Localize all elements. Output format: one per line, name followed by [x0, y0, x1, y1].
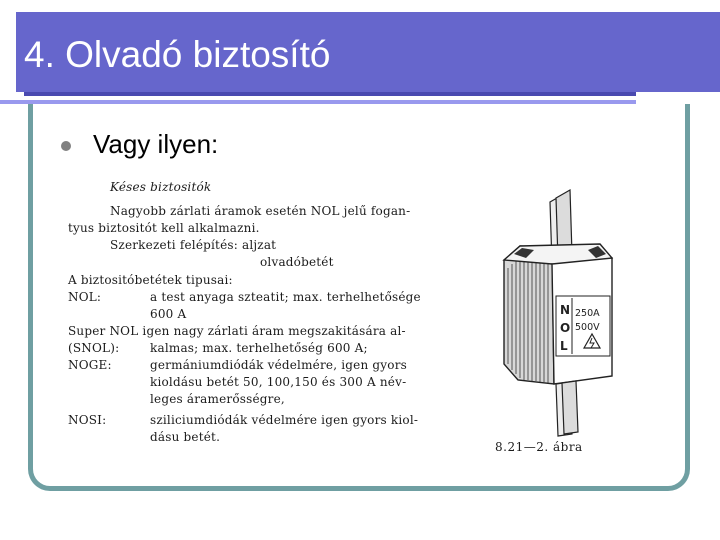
scan-line: NOSI: [68, 413, 107, 427]
scan-line: kioldásu betét 50, 100,150 és 300 A név- [150, 375, 407, 389]
scan-line: leges áramerősségre, [150, 392, 285, 406]
fuse-letter-n: N [560, 303, 571, 317]
figure-caption: 8.21—2. ábra [495, 440, 583, 454]
title-underline-dark [24, 92, 636, 96]
scan-line: kalmas; max. terhelhetőség 600 A; [150, 341, 368, 355]
bullet-dot-icon [61, 141, 71, 151]
scan-line: tyus biztositót kell alkalmazni. [68, 221, 260, 235]
scan-line: Szerkezeti felépítés: aljzat [110, 238, 277, 252]
scanned-figure [38, 168, 678, 468]
scan-line: (SNOL): [68, 341, 120, 355]
scan-line: a test anyaga szteatit; max. terhelhetősége [150, 290, 421, 304]
fuse-current-rating: 250A [575, 308, 600, 319]
scan-line: A biztositóbetétek tipusai: [68, 273, 233, 287]
scan-line: sziliciumdiódák védelmére igen gyors kiol- [150, 413, 419, 427]
scan-line: NOL: [68, 290, 102, 304]
fuse-illustration [490, 188, 650, 438]
bullet-text: Vagy ilyen: [93, 129, 219, 159]
scan-line: Nagyobb zárlati áramok esetén NOL jelű fogan- [110, 204, 411, 218]
fuse-drawing [490, 188, 650, 438]
scan-line: 600 A [150, 307, 187, 321]
scan-line: olvadóbetét [260, 255, 334, 269]
scan-line: NOGE: [68, 358, 112, 372]
scan-line: Super NOL igen nagy zárlati áram megszakitására al- [68, 324, 406, 338]
fuse-letter-o: O [560, 321, 571, 335]
fuse-voltage-rating: 500V [575, 322, 600, 333]
scan-line: dásu betét. [150, 430, 221, 444]
scan-line: germániumdiódák védelmére, igen gyors [150, 358, 407, 372]
fuse-letter-l: L [560, 339, 568, 353]
scan-heading: Késes biztositók [110, 180, 212, 194]
slide-title: 4. Olvadó biztosító [24, 34, 331, 75]
